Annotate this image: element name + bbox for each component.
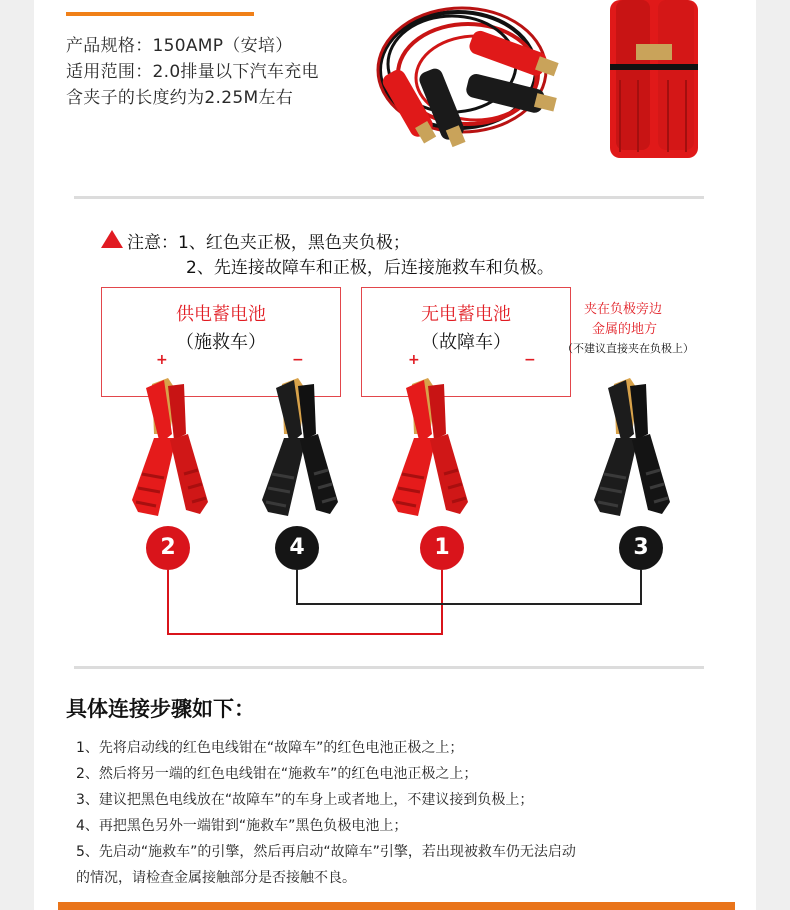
- step-4: 4、再把黑色另外一端钳到“施救车”黑色负极电池上；: [76, 818, 408, 834]
- black-clamp-supply-icon: [252, 374, 340, 522]
- supply-minus-sign: −: [292, 352, 304, 368]
- red-clamp-supply-icon: [124, 374, 212, 522]
- ground-note-line-1: 夹在负极旁边: [584, 302, 663, 317]
- step-circle-3: 3: [619, 526, 663, 570]
- step-1: 1、先将启动线的红色电线钳在“故障车”的红色电池正极之上；: [76, 740, 464, 756]
- cable-bundle-photo: [606, 0, 702, 162]
- spec-model: 产品规格：150AMP（安培）: [66, 36, 293, 56]
- notice-line-2: 2、先连接故障车和正极，后连接施救车和负极。: [186, 258, 554, 278]
- step-2: 2、然后将另一端的红色电线钳在“施救车”的红色电池正极之上；: [76, 766, 478, 782]
- ground-note-line-3: （不建议直接夹在负极上）: [562, 342, 694, 355]
- footer-accent-bar: [58, 902, 735, 910]
- step-circle-2: 2: [146, 526, 190, 570]
- spec-usage: 适用范围：2.0排量以下汽车充电: [66, 62, 319, 82]
- cable-coil-photo: [372, 0, 584, 170]
- section-divider-top: [74, 196, 704, 199]
- ground-note-line-2: 金属的地方: [592, 322, 658, 337]
- step-3: 3、建议把黑色电线放在“故障车”的车身上或者地上，不建议接到负极上；: [76, 792, 534, 808]
- step-circle-4: 4: [275, 526, 319, 570]
- steps-title: 具体连接步骤如下：: [66, 697, 255, 721]
- red-clamp-dead-icon: [384, 374, 472, 522]
- black-clamp-ground-icon: [584, 374, 672, 522]
- supply-plus-sign: +: [156, 352, 168, 368]
- dead-minus-sign: −: [524, 352, 536, 368]
- dead-plus-sign: +: [408, 352, 420, 368]
- warning-triangle-icon: [101, 230, 123, 248]
- supply-battery-subtitle: （施救车）: [176, 332, 266, 353]
- dead-battery-subtitle: （故障车）: [421, 332, 511, 353]
- spec-length: 含夹子的长度约为2.25M左右: [66, 88, 294, 108]
- notice-line-1: 注意：1、红色夹正极，黑色夹负极；: [127, 233, 410, 253]
- section-divider-bottom: [74, 666, 704, 669]
- header-accent-bar: [66, 12, 254, 16]
- dead-battery-title: 无电蓄电池: [421, 304, 511, 325]
- step-5: 5、先启动“施救车”的引擎，然后再启动“故障车”引擎，若出现被救车仍无法启动: [76, 844, 576, 860]
- supply-battery-title: 供电蓄电池: [176, 304, 266, 325]
- step-5-continued: 的情况，请检查金属接触部分是否接触不良。: [76, 870, 356, 886]
- connection-wires: [150, 560, 660, 640]
- step-circle-1: 1: [420, 526, 464, 570]
